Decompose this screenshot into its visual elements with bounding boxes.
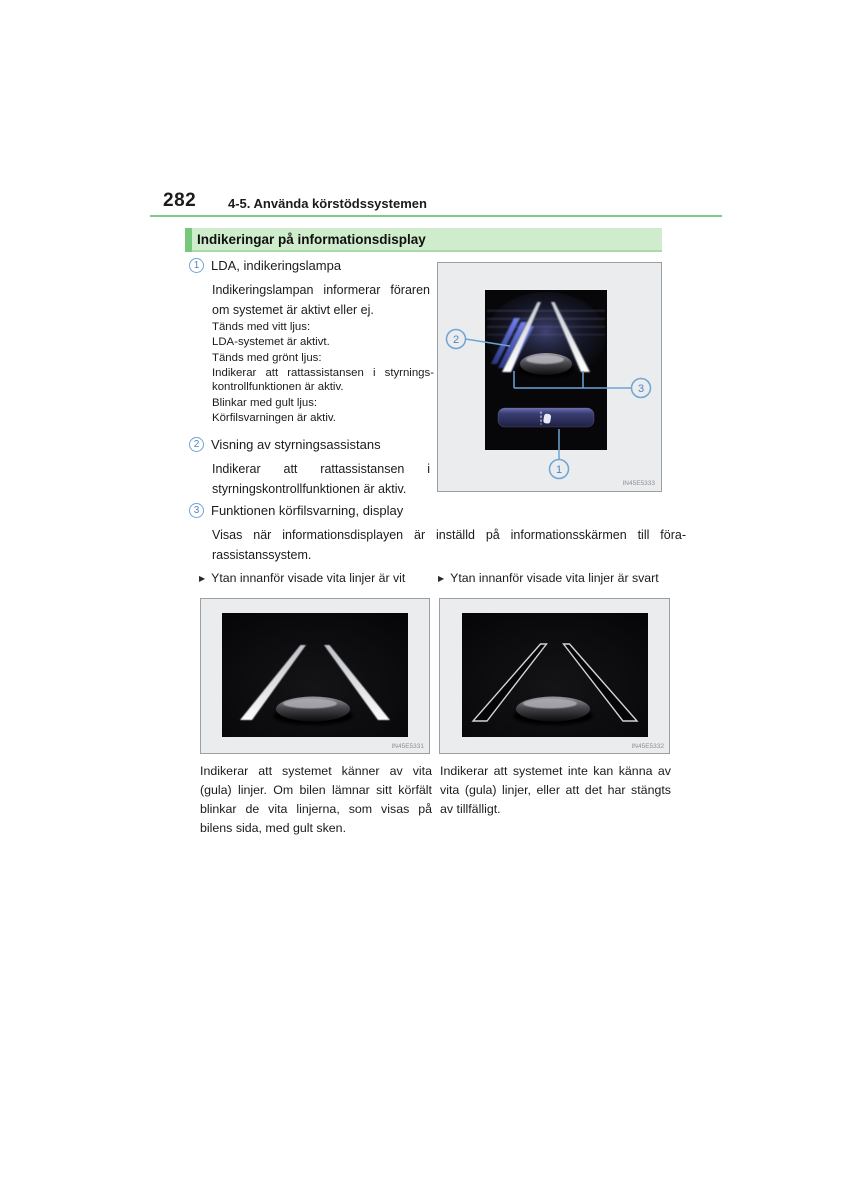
item-body: Indikeringslampan informerar föraren om systemet är aktivt eller ej. <box>212 283 430 317</box>
display-screen <box>222 613 408 737</box>
detail-label: Tänds med vitt ljus: <box>212 321 311 333</box>
detail-label: Tänds med grönt ljus: <box>212 352 322 364</box>
detail-text: LDA-systemet är aktivt. <box>212 335 330 348</box>
figure-multi-info-display <box>437 262 662 497</box>
bullet-left <box>199 571 429 586</box>
figure-lanes-not-detected <box>439 598 670 759</box>
triangle-bullet-icon <box>438 571 444 586</box>
detail-text: Körfilsvarningen är aktiv. <box>212 411 336 424</box>
list-item-1 <box>189 258 429 273</box>
item-body: Visas när informationsdisplayen är inställd på informationsskärmen till förarassistanssystem. <box>212 528 686 562</box>
list-item-3 <box>189 503 489 518</box>
item-body: Indikerar att rattassistansen i styrningskontrollfunktionen är aktiv. <box>212 462 430 496</box>
callout-number-badge: 1 <box>189 258 204 273</box>
page-number: 282 <box>163 190 197 211</box>
figure-lanes-detected <box>200 598 430 759</box>
detail-text: Indikerar att rattassistansen i styrningskontrollfunktionen är aktiv. <box>212 366 434 394</box>
callout-3-label: 3 <box>637 382 645 395</box>
section-heading <box>185 228 662 252</box>
detail-white-light <box>212 320 434 349</box>
callout-number-badge: 3 <box>189 503 204 518</box>
list-item-2 <box>189 437 429 452</box>
figure-code: IN45E5332 <box>631 743 664 750</box>
display-illustration <box>200 598 430 754</box>
display-illustration <box>439 598 670 754</box>
chapter-title: 4-5. Använda körstödssystemen <box>228 196 427 211</box>
section-title: Indikeringar på informationsdisplay <box>197 232 426 247</box>
figure-code: IN45E5331 <box>391 743 424 750</box>
detail-label: Blinkar med gult ljus: <box>212 397 318 409</box>
figure-code: IN45E5333 <box>622 480 655 487</box>
callout-1-label: 1 <box>555 463 563 476</box>
callout-2-label: 2 <box>452 333 460 346</box>
caption-right: Indikerar att systemet inte kan känna av vita (gula) linjer, eller att det har stängts av tillfälligt. <box>440 764 671 816</box>
item-title: Visning av styrningsassistans <box>211 437 381 452</box>
display-illustration <box>437 262 662 492</box>
item-title: Funktionen körfilsvarning, display <box>211 503 404 518</box>
bullet-right <box>438 571 673 586</box>
header-divider <box>150 215 722 217</box>
callout-number-badge: 2 <box>189 437 204 452</box>
display-screen <box>485 290 607 450</box>
detail-green-light <box>212 351 434 395</box>
triangle-bullet-icon <box>199 571 205 586</box>
bullet-label: Ytan innanför visade vita linjer är vit <box>211 571 406 585</box>
caption-left: Indikerar att systemet känner av vita (gula) linjer. Om bilen lämnar sitt körfält blinkar de vita linjerna, som visas på bilens sida, med gult sken. <box>200 764 432 835</box>
item-title: LDA, indikeringslampa <box>211 258 342 273</box>
lda-indicator-bar <box>498 408 594 427</box>
display-screen <box>462 613 648 737</box>
detail-yellow-light <box>212 396 434 425</box>
bullet-label: Ytan innanför visade vita linjer är svart <box>450 571 659 585</box>
